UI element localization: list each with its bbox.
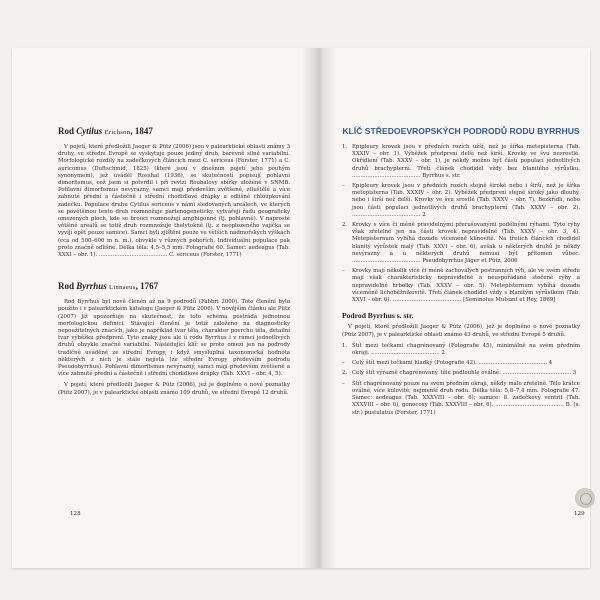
section-heading-cytilus: [58, 126, 290, 138]
open-book: [12, 48, 590, 568]
paragraph: V pojetí, které předložili Jaeger & Pütz (2006), jež je doplněno o nové poznatky (Pütz 2007), je v palearktické oblasti známo 109 druhů, ve střední Evropě 12 druhů.: [58, 382, 290, 396]
key-couplet: [342, 268, 580, 304]
heading-prefix: Rod: [58, 281, 77, 292]
right-page: [312, 48, 590, 568]
heading-year: , 1847: [130, 126, 153, 136]
subgenus-heading: Podrod Byrrhus s. str.: [342, 311, 414, 321]
species-couplet: [342, 370, 580, 377]
couplet-text: Epipleury krovek jsou v předních rozích užší, než je šířka metepisterna (Tab. XXXIV – obr. 1). Výběžek předprsní delší než širší. Krovky ve švu nesrostlé. Okřídlení (Tab. XXXV – obr. 1), je někdy možno být částí populací jednotlivých druhů brachypterní. Třetí článek chodidel vždy bez blanitého výrůstku. ........................................ Byrrhus s. str.: [352, 144, 580, 179]
couplet-text: Celý štít výrazně chagrénovaný, těle podlouhle oválné. ........................................ 3: [352, 370, 577, 377]
couplet-number: –: [342, 183, 345, 190]
page-number-right: 129: [574, 511, 585, 517]
left-page: [12, 48, 307, 568]
species-couplet: [342, 343, 580, 357]
couplet-text: Epipleury krovek jsou v předních rozích stejně široké nebo i širší, než je šířka metepisterna (Tab. XXXIV – obr. 2). Výběžek předprsní stejně široký jako dlouhý, nebo i širší než delší. Krovky ve švu srostlé (Tab. XXXV – obr. 7). Bezkřídlí, nebo jsou části populací jednotlivých druhů brachypterní (Tab. XXXV – obr. 2). ........................................ 2: [352, 183, 580, 218]
key-couplet: [342, 144, 580, 180]
heading-author: Erichson: [104, 129, 131, 136]
right-page-text: [342, 126, 580, 420]
couplet-number: –: [342, 360, 345, 367]
paragraph: Rod Byrrhus byl nově členěn až na 9 podrodů (Fabbri 2000). Toto členění bylo použito i v palearktickém katalogu (Jaeger & Pütz 2006). V novějším článku ale Pütz (2007) již upozorňuje na skutečnost, že toto schéma postrádá jednotnou morfologickou definici. Stávající členění je totiž založeno na diagnosticky nepoužitelných znacích, jako je například tvar těla, charakter povrchu těla, detailní tvar výběžku předprsní. Tyto znaky jsou ale u rodu Byrrhus i v rámci jednotlivých druhů obvykle značně variabilní. Následující klíč se proto omezí jen na podrody tradičně uváděné ze střední Evropy, i když smysluplná taxonomická hodnota některých z nich je stále nejistá (ze střední Evropy především podrodu Pseudobyrrhus). Pohlavní dimorfismus nevýrazný, samci mají především zvětšené a více zahnuté přední a částečně i střední chodidlové drápky (Tab. XXVI – obr. 4, 5).: [58, 299, 290, 378]
couplet-number: 1.: [342, 342, 348, 349]
key-couplet: [342, 183, 580, 219]
key-title: KLÍČ STŘEDOEVROPSKÝCH PODRODŮ RODU BYRRHUS: [342, 126, 580, 136]
couplet-number: 1.: [342, 144, 348, 150]
couplet-text: Krovky mají několik více či méně zachovalých postranních rýh, ale ve svém středu mají však charakteristicky nepravidelné a neuspořádané stočené rýhy a nepravidelné hrbolky (Tab. XXXV – obr. 5). Metepisternum vybíhá dozadu víceméně lichoběžníkovitě. Třetí článek chodidel vždy s blanitým výrůstkem (Tab. XXVI – obr. 6). ........................................ [Seminolus Mulsant et Rey, 1869]: [352, 268, 580, 304]
left-page-text: [58, 126, 290, 401]
key-couplet: [342, 222, 580, 265]
species-couplet: [342, 381, 580, 417]
couplet-text: Štít chagrénovaný pouze na svém předním okraji, někdy málo zřetelně. Tělo krátce oválné, více kulovité; nejmenší druh rodu. Délka těla: 5,8–7,4 mm. Fotografie 47. Samec: aedeagus (Tab. XXXVIII – obr. 6); samice: 8. zadečkový ventrit (Tab. XXXVIII – obr. 6), gonocoxy (Tab. XXXVIII – obr. 6). ........................................ B. (s. str.) pustulatus (Forster, 1771): [352, 380, 580, 416]
page-number-left: 128: [70, 511, 81, 517]
couplet-number: –: [342, 268, 345, 275]
paragraph: V pojetí, které předložili Jaeger & Pütz (2006) jsou v palearktické oblasti známy 3 druhy, ve střední Evropě se vyskytuje pouze jediný druh, barevně silně variabilní. Morfologické rozdíly na zadečkových článcích mezi C. sericeus (Forster, 1771) a C. auricomus (Duftschmid, 1825) (které jsou v dnešním pojetí jeho pouhým synonymem), jež uváděl Rosshal (1936), se skutečností popisují pohlavní dimorfismus, což jsem si potvrdil i při revizi Roubalovy sbírky uložené v SNMB. Pohlavní dimorfismus nevýrazný, samci mají především zvětšené, ztluštělé a více zahnuté přední a částečně i střední chodidlové drápky a odlišné chloupkování zadečku. Populace druhu Cytilus sericeus v námi sledovaných areálech, ve kterých se povětšinou tento druh rozmnožuje partenogeneticky, vytvářejí řadu geograficky omezených ploch, kde se brouci rozmnožují amphigonně (tj. pohlavně). V naprosté většině areálů se totiž druh rozmnožuje thelytokně (tj. z neoplozeného vajíčka se vyvíjí opět pouze samice). Samci byli zjištěni pouze ve větších nadmořských výškách (cca od 500–600 m n. m.), obvykle v různých pohořích. Individuální populace pak proto značně odlišné. Délka těla: 4,5–5,5 mm. Fotografie 60. Samec: aedeagus (Tab. XXXI – obr. 1). ........................................ C. sericeus (Forster, 1771): [58, 144, 290, 259]
heading-prefix: Rod: [58, 126, 77, 136]
species-couplet: [342, 360, 580, 367]
section-heading-byrrhus: [58, 281, 290, 293]
heading-author: Linnaeus: [109, 284, 136, 292]
subgenus-intro: V pojetí, které předložili Jaeger & Pütz (2006), jež je doplněno o nové poznatky (Pütz 2007), je v palearktické oblasti známo 43 druhů, ve střední Evropě 5 druhů.: [342, 324, 580, 338]
heading-year: , 1767: [135, 281, 159, 292]
heading-genus: Byrrhus: [76, 281, 107, 292]
couplet-number: –: [342, 380, 345, 387]
couplet-text: Krovky s více či méně pravidelnými přerušovanými podélnými rýhami. Tyto rýhy však zřetelné jen na části krovek nepravidelné (Tab. XXXV – obr. 3, 4). Metepisternum vybíhá dozadu víceméně klínovitě. Na třetích článcích chodidel blanitý výrůstek malý (Tab. XXVI – obr. 6), avšak u některých druhů je někdy nevýrazný a u některých druhů nemusí být přítomen vůbec. ........................................ Pseudobyrrhus Jäger et Pütz, 2006: [352, 222, 580, 265]
couplet-text: Štít mezi tečkami chagrénovaný (Fotografie 45), minimálně na svém předním okraji. ........................................ 2: [352, 342, 580, 357]
couplet-number: 2.: [342, 222, 348, 229]
couplet-number: 2.: [342, 370, 348, 377]
couplet-text: Celý štít mezi tečkami hladký (Fotografie 42). ........................................ 4: [352, 360, 553, 367]
heading-genus: Cytilus: [76, 126, 103, 136]
library-stamp-icon: [575, 488, 595, 508]
